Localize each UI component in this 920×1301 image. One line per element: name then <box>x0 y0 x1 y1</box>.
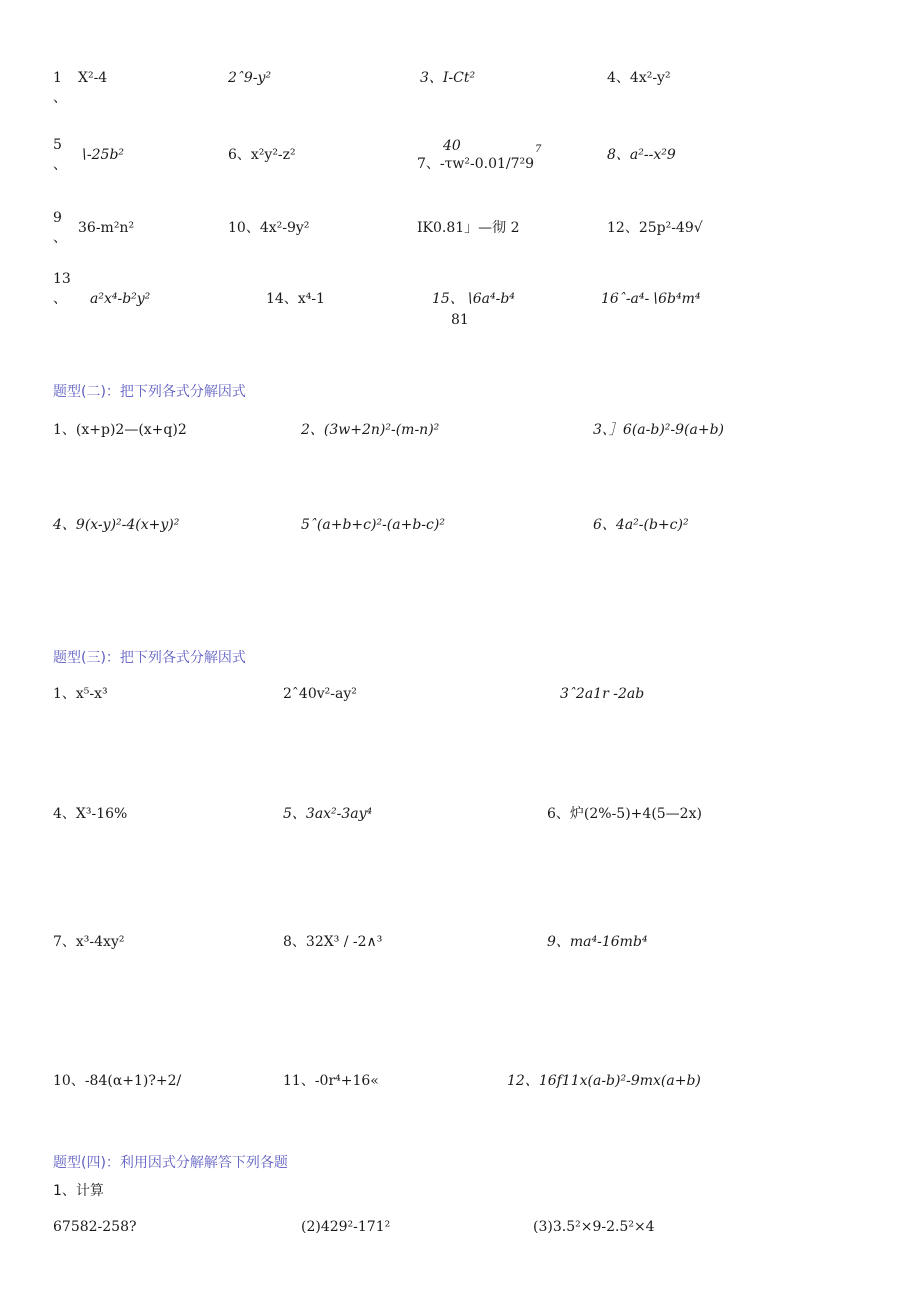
s3-problem-10: 10、-84(α+1)?+2/ <box>53 1073 182 1089</box>
problem-14: 14、x⁴-1 <box>266 291 325 307</box>
problem-13: a²x⁴-b²y² <box>90 291 151 307</box>
problem-3: 3、I-Ct² <box>420 70 476 86</box>
problem-16: 16ˆ-a⁴-∖6b⁴m⁴ <box>601 291 701 307</box>
problem-2: 2ˆ9-y² <box>228 70 272 86</box>
problem-1: X²-4 <box>78 70 108 86</box>
q1-mark: 、 <box>53 90 67 106</box>
problem-15: 15、∖6a⁴-b⁴ <box>432 291 515 307</box>
problem-9: 36-m²n² <box>78 220 135 236</box>
problem-6: 6、x²y²-z² <box>228 147 296 163</box>
section-3-title: 题型(三)：把下列各式分解因式 <box>53 650 246 666</box>
problem-12: 12、25p²-49√ <box>607 220 703 236</box>
q1-number: 1 <box>53 70 62 86</box>
s3-problem-11: 11、-0r⁴+16« <box>283 1073 379 1089</box>
s4-calc-1: 67582-258? <box>53 1219 137 1235</box>
problem-7-sup: 7 <box>535 144 542 155</box>
s4-calc-2: (2)429²-171² <box>301 1219 391 1235</box>
problem-7-fraction-top: 40 <box>443 138 461 154</box>
s3-problem-12: 12、16f11x(a-b)²-9mx(a+b) <box>507 1073 701 1089</box>
s3-problem-6: 6、炉(2%-5)+4(5—2x) <box>547 806 702 822</box>
s3-problem-7: 7、x³-4xy² <box>53 934 125 950</box>
s3-problem-4: 4、X³-16% <box>53 806 128 822</box>
problem-15-denominator: 81 <box>451 312 469 328</box>
section-2-title: 题型(二)：把下列各式分解因式 <box>53 384 246 400</box>
section-4-title: 题型(四)：利用因式分解解答下列各题 <box>53 1155 288 1171</box>
s2-problem-3: 3、］6(a-b)²-9(a+b) <box>593 422 724 438</box>
s3-problem-5: 5、3ax²-3ay⁴ <box>283 806 373 822</box>
s3-problem-2: 2ˆ40v²-ay² <box>283 686 357 702</box>
problem-5: ∖-25b² <box>78 147 125 163</box>
q5-number: 5 <box>53 137 62 153</box>
s2-problem-4: 4、9(x-y)²-4(x+y)² <box>53 517 180 533</box>
q13-number: 13 <box>53 271 71 287</box>
s3-problem-1: 1、x⁵-x³ <box>53 686 108 702</box>
problem-4: 4、4x²-y² <box>607 70 671 86</box>
q9-number: 9 <box>53 210 62 226</box>
s3-problem-3: 3ˆ2a1r -2ab <box>560 686 645 702</box>
s4-subheading: 1、计算 <box>53 1183 104 1199</box>
q5-mark: 、 <box>53 157 67 173</box>
s2-problem-2: 2、(3w+2n)²-(m-n)² <box>301 422 440 438</box>
s2-problem-6: 6、4a²-(b+c)² <box>593 517 689 533</box>
problem-11: IK0.81」—彻 2 <box>417 220 520 236</box>
problem-10: 10、4x²-9y² <box>228 220 310 236</box>
problem-8: 8、a²--x²9 <box>607 147 676 163</box>
q9-mark: 、 <box>53 230 67 246</box>
s3-problem-8: 8、32X³ / -2∧³ <box>283 934 383 950</box>
q13-mark: 、 <box>53 291 67 307</box>
problem-7: 7、-τw²-0.01/7²9 <box>417 156 535 172</box>
s2-problem-1: 1、(x+p)2—(x+q)2 <box>53 422 187 438</box>
s3-problem-9: 9、ma⁴-16mb⁴ <box>547 934 648 950</box>
s2-problem-5: 5ˆ(a+b+c)²-(a+b-c)² <box>301 517 445 533</box>
s4-calc-3: (3)3.5²×9-2.5²×4 <box>533 1219 655 1235</box>
